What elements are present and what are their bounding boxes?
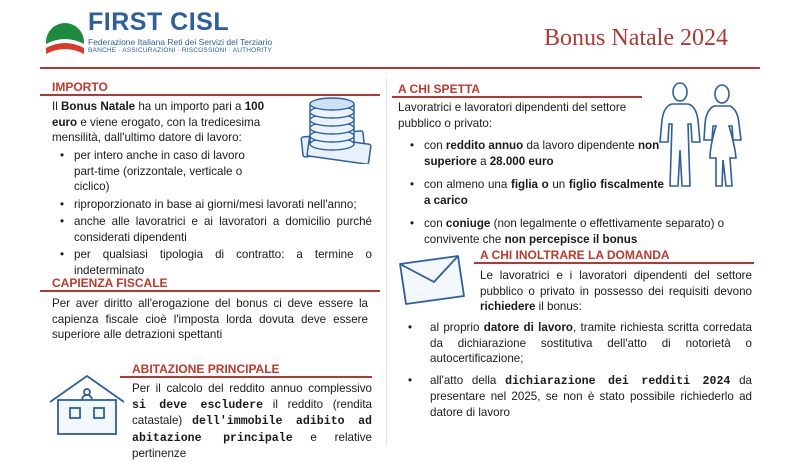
inoltrare-bullets	[408, 320, 752, 422]
first-cisl-logo-icon	[44, 18, 86, 60]
list-item: • con reddito annuo da lavoro dipendente non superiore a 28.000 euro	[410, 138, 664, 169]
list-item: • per intero anche in caso di lavoro part-time (orizzontale, verticale o ciclico)	[60, 148, 250, 195]
list-item: • per qualsiasi tipologia di contratto: a termine o indeterminato	[60, 247, 372, 278]
logo-sectors: BANCHE · ASSICURAZIONI · RISCOSSIONI · AUTHORITY	[88, 47, 273, 54]
column-separator	[386, 78, 387, 446]
importo-text-2: e viene erogato, con la tredicesima mensilità, dall'ultimo datore di lavoro:	[52, 115, 261, 144]
divider-inoltrare	[474, 262, 754, 264]
house-icon	[46, 372, 128, 438]
divider-spetta	[392, 96, 642, 98]
divider-capienza	[40, 290, 380, 292]
logo-subtitle: Federazione Italiana Reti dei Servizi del Terziario	[88, 37, 273, 47]
importo-bullets	[60, 148, 372, 280]
spetta-intro: Lavoratrici e lavoratori dipendenti del settore pubblico o privato:	[398, 101, 627, 130]
list-item: • con coniuge (non legalmente o effettivamente separato) o convivente che non percepisce il bonus	[410, 216, 750, 247]
abitazione-text: Per il calcolo del reddito annuo complessivo si deve escludere il reddito (rendita catastale) dell'immobile adibito ad abitazione principale e relative pertinenze	[132, 382, 373, 460]
header-divider	[40, 67, 760, 69]
logo-name: FIRST CISL	[88, 8, 230, 36]
section-heading-capienza: CAPIENZA FISCALE	[52, 276, 168, 290]
list-item: • all'atto della dichiarazione dei redditi 2024 da presentare nel 2025, se non è stato possibile richiederlo ad datore di lavoro	[408, 373, 752, 421]
page-title: Bonus Natale 2024	[544, 25, 728, 51]
list-item: • riproporzionato in base ai giorni/mesi lavorati nell'anno;	[60, 197, 372, 213]
list-item: • al proprio datore di lavoro, tramite richiesta scritta corredata da dichiarazione sostitutiva dell'atto di notorietà o autocertificazione;	[408, 320, 752, 367]
importo-text: Il Bonus Natale ha un importo pari a 100 euro e viene erogato, con la tredicesima mensilità, dall'ultimo datore di lavoro:	[52, 100, 265, 144]
section-heading-abitazione: ABITAZIONE PRINCIPALE	[132, 362, 280, 376]
inoltrare-intro: Le lavoratrici e i lavoratori dipendenti del settore pubblico o privato in possesso dei requisiti devono richiedere il bonus:	[480, 269, 752, 313]
list-item: • con almeno una figlia o un figlio fiscalmente a carico	[410, 177, 664, 208]
section-heading-importo: IMPORTO	[52, 80, 108, 94]
capienza-text: Per aver diritto all'erogazione del bonus ci deve essere la capienza fiscale cioè l'imposta lorda dovuta deve essere superiore alle detrazioni spettanti	[52, 297, 368, 341]
divider-abitazione	[120, 376, 372, 378]
list-item: • anche alle lavoratrici e ai lavoratori a domicilio purché considerati dipendenti	[60, 214, 372, 245]
envelope-icon	[396, 252, 468, 306]
section-heading-inoltrare: A CHI INOLTRARE LA DOMANDA	[480, 248, 670, 262]
section-heading-spetta: A CHI SPETTA	[398, 82, 481, 96]
spetta-bullets	[410, 138, 750, 249]
